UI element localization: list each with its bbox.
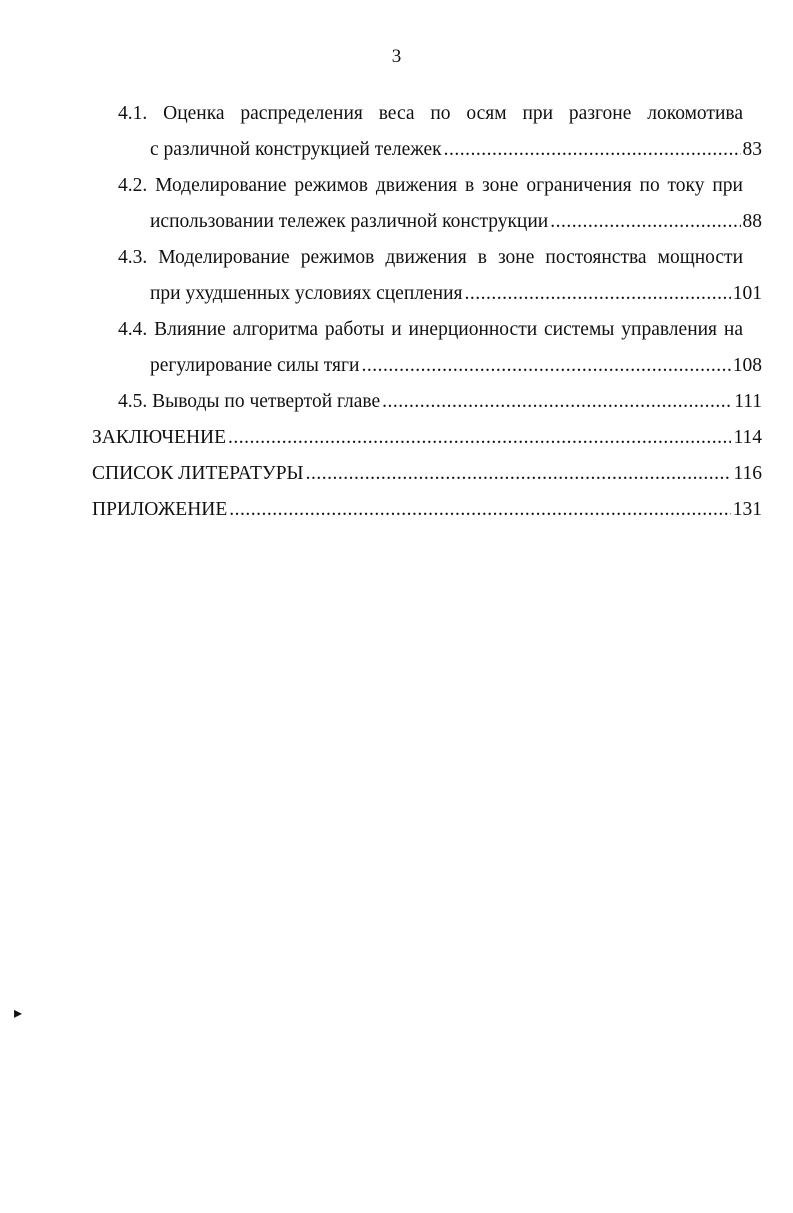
table-of-contents [92,96,762,528]
dot-leader [550,204,740,240]
toc-page-number: 114 [733,427,762,448]
toc-entry-title-continued: регулирование силы тяги [150,355,360,376]
dot-leader [382,384,732,420]
dot-leader [465,276,731,312]
toc-page-number: 83 [742,139,762,160]
margin-mark-icon: ▸ [14,1003,23,1022]
page-number: 3 [391,46,402,67]
toc-entry-references [92,456,762,492]
toc-entry-appendix [92,492,762,528]
toc-entry-title: ЗАКЛЮЧЕНИЕ [92,427,227,448]
dot-leader [306,456,732,492]
dot-leader [228,420,731,456]
toc-entry-title: 4.1. Оценка распределения веса по осям при разгоне локомотива [118,103,743,124]
toc-entry-conclusion [92,420,762,456]
toc-page-number: 131 [732,499,762,520]
toc-entry-4-1 [92,96,762,168]
toc-entry-title: 4.4. Влияние алгоритма работы и инерционности системы управления на [118,319,743,340]
toc-entry-title: ПРИЛОЖЕНИЕ [92,499,228,520]
toc-entry-4-3 [92,240,762,312]
toc-page-number: 108 [732,355,762,376]
toc-page-number: 111 [734,391,762,412]
toc-entry-title: 4.5. Выводы по четвертой главе [118,391,381,412]
toc-entry-4-5 [92,384,762,420]
dot-leader [444,132,741,168]
dot-leader [361,348,730,384]
toc-page-number: 116 [733,463,762,484]
dot-leader [229,492,730,528]
toc-entry-4-4 [92,312,762,384]
toc-entry-4-2 [92,168,762,240]
toc-page-number: 101 [732,283,762,304]
toc-entry-title: 4.2. Моделирование режимов движения в зоне ограничения по току при [118,175,743,196]
toc-entry-title: 4.3. Моделирование режимов движения в зоне постоянства мощности [118,247,743,268]
toc-entry-title-continued: с различной конструкцией тележек [150,139,442,160]
toc-page-number: 88 [742,211,762,232]
toc-entry-title-continued: использовании тележек различной конструкции [150,211,549,232]
toc-entry-title-continued: при ухудшенных условиях сцепления [150,283,463,304]
toc-entry-title: СПИСОК ЛИТЕРАТУРЫ [92,463,304,484]
